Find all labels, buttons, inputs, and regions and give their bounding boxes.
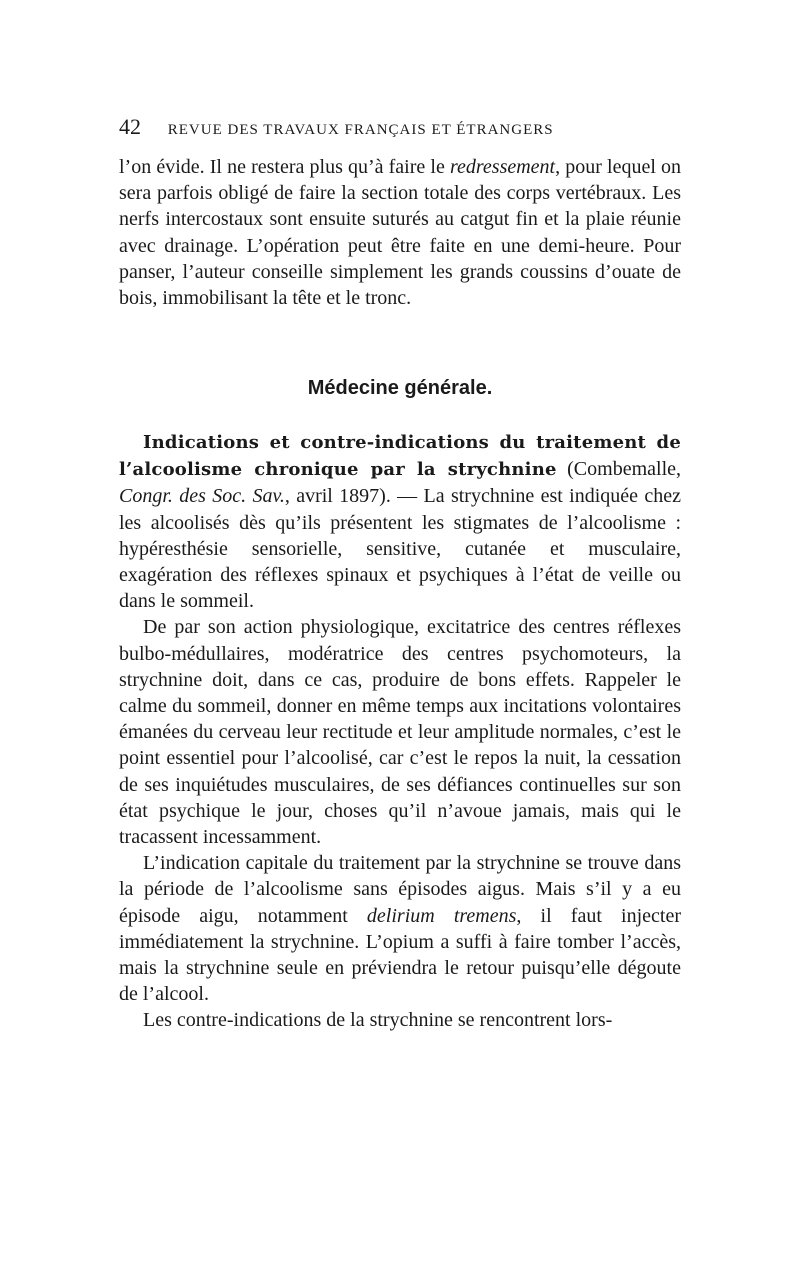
article-title: Indications et contre-indications du traitement de l’alcoolisme chronique par la strychnine bbox=[119, 432, 681, 481]
paragraph: Les contre-indications de la strychnine se rencontrent lors- bbox=[143, 1009, 613, 1032]
italic-term: redressement bbox=[449, 156, 556, 178]
page-number: 42 bbox=[119, 114, 141, 139]
citation-journal: Congr. des Soc. Sav. bbox=[119, 485, 285, 508]
section-title: Médecine générale. bbox=[307, 377, 493, 399]
paragraph-text: , pour lequel on sera parfois obligé de faire la section totale des corps vertébraux. Les nerfs intercostaux sont ensuite suturés au catgut fin et la plaie réunie avec drainage. L’opération peut être faite en une demi-heure. Pour panser, l’auteur conseille simplement les grands coussins d’ouate de bois, immobilisant la tête et le tronc. bbox=[119, 156, 681, 310]
paragraph: De par son action physiologique, excitatrice des centres réflexes bulbo-médullaires, modératrice des centres psychomoteurs, la strychnine doit, dans ce cas, produire de bons effets. Rappeler le calme du sommeil, donner en même temps aux incitations volontaires émanées du cerveau leur rectitude et leur amplitude normales, c’est le point essentiel pour l’alcoolisé, car c’est le repos la nuit, la cessation de ses inquiétudes musculaires, de ses défiances continuelles sur son état psychique le jour, choses qu’il n’avoue jamais, mais qui le tracassent incessamment. bbox=[119, 616, 681, 849]
paragraph bbox=[119, 154, 681, 311]
paragraph bbox=[119, 850, 681, 1007]
citation-text: (Combemalle, bbox=[556, 458, 682, 481]
article-body bbox=[119, 429, 681, 1034]
continued-paragraph bbox=[119, 154, 681, 311]
page-header bbox=[119, 114, 681, 140]
running-title: REVUE DES TRAVAUX FRANÇAIS ET ÉTRANGERS bbox=[167, 122, 554, 138]
paragraph-text: , avril 1897). — La strychnine est indiquée chez les alcoolisés dès qu’ils présentent les stigmates de l’alcoolisme : hypéresthésie sensorielle, sensitive, cutanée et musculaire, exagération des réflexes spinaux et psychiques à l’état de veille ou dans le sommeil. bbox=[119, 485, 681, 613]
paragraph-text: l’on évide. Il ne restera plus qu’à faire le bbox=[119, 156, 450, 178]
article-lead-paragraph bbox=[119, 429, 681, 614]
italic-term: delirium tremens bbox=[366, 904, 517, 927]
paragraph-text: L’indication capitale du traitement par la strychnine se trouve dans la période de l’alcoolisme sans épisodes aigus. Mais s’il y a eu épisode aigu, notamment bbox=[119, 852, 681, 927]
paragraph-text: , il faut injecter immédiatement la strychnine. L’opium a suffi à faire tomber l’accès, mais la strychnine seule en préviendra le retour puisqu’elle dégoute de l’alcool. bbox=[119, 904, 681, 1006]
